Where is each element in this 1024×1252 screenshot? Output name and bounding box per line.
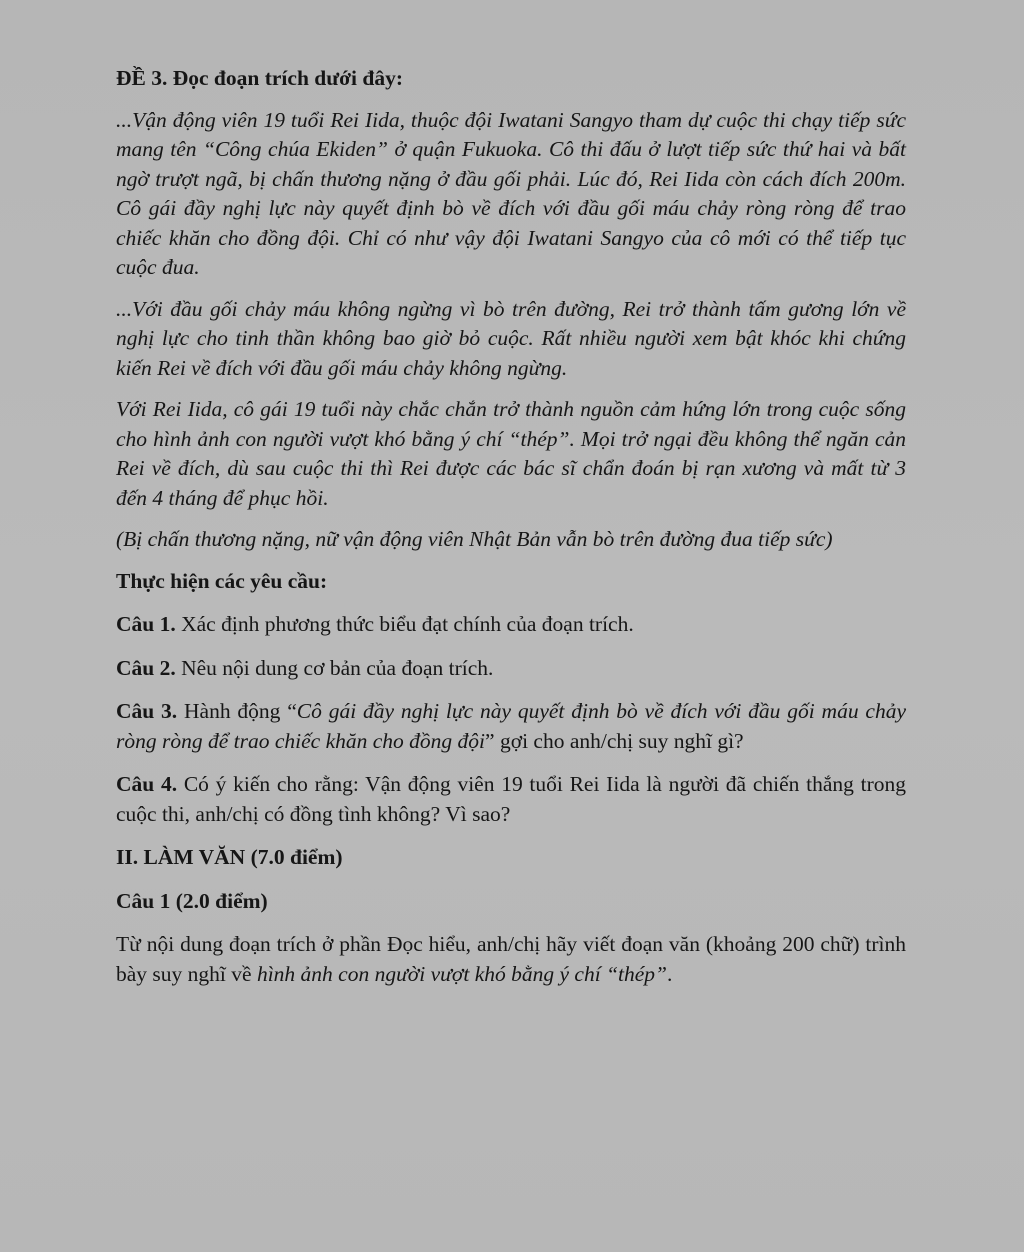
exam-content [116, 64, 906, 989]
essay-question-text [116, 930, 906, 989]
essay-question-italic: hình ảnh con người vượt khó bằng ý chí “thép” [256, 961, 668, 986]
question-3-text-after: ” gợi cho anh/chị suy nghĩ gì? [485, 728, 744, 753]
essay-question-title: Câu 1 (2.0 điểm) [116, 888, 268, 913]
passage-paragraph-1: ...Vận động viên 19 tuổi Rei Iida, thuộc đội Iwatani Sangyo tham dự cuộc thi chạy tiếp sức mang tên “Công chúa Ekiden” ở quận Fukuoka. Cô thi đấu ở lượt tiếp sức thứ hai và bất ngờ trượt ngã, bị chấn thương nặng ở đầu gối phải. Lúc đó, Rei Iida còn cách đích 200m. Cô gái đầy nghị lực này quyết định bò về đích với đầu gối máu chảy ròng ròng để trao chiếc khăn cho đồng đội. Chỉ có như vậy đội Iwatani Sangyo của cô mới có thể tiếp tục cuộc đua. [116, 107, 906, 279]
requirements-title: Thực hiện các yêu cầu: [116, 568, 328, 593]
question-4 [116, 770, 906, 829]
question-1-label: Câu 1. [116, 612, 176, 636]
question-3-quote: Cô gái đầy nghị lực này quyết định bò về đích với đầu gối máu chảy ròng ròng để trao chiếc khăn cho đồng đội [116, 699, 906, 753]
question-2-text: Nêu nội dung cơ bản của đoạn trích. [175, 655, 494, 680]
essay-section-title: II. LÀM VĂN (7.0 điểm) [116, 845, 343, 869]
question-1 [116, 610, 906, 640]
question-4-text: Có ý kiến cho rằng: Vận động viên 19 tuổi Rei Iida là người đã chiến thắng trong cuộc thi, anh/chị có đồng tình không? Vì sao? [116, 772, 907, 826]
essay-question-text-before: Từ nội dung đoạn trích ở phần Đọc hiểu, anh/chị hãy viết đoạn văn (khoảng 200 chữ) trình bày suy nghĩ về [116, 932, 906, 986]
question-2 [116, 654, 906, 684]
question-2-label: Câu 2. [116, 655, 176, 680]
section-title: ĐỀ 3. Đọc đoạn trích dưới đây: [116, 66, 404, 90]
passage-paragraph-2: ...Với đầu gối chảy máu không ngừng vì bò trên đường, Rei trở thành tấm gương lớn về nghị lực cho tinh thần không bao giờ bỏ cuộc. Rất nhiều người xem bật khóc khi chứng kiến Rei về đích với đầu gối máu chảy không ngừng. [116, 296, 906, 380]
question-1-text: Xác định phương thức biểu đạt chính của đoạn trích. [175, 612, 634, 636]
question-3-text-before: Hành động “ [177, 699, 297, 723]
passage-source: (Bị chấn thương nặng, nữ vận động viên Nhật Bản vẫn bò trên đường đua tiếp sức) [116, 527, 833, 551]
passage-paragraph-3: Với Rei Iida, cô gái 19 tuổi này chắc chắn trở thành nguồn cảm hứng lớn trong cuộc sống cho hình ảnh con người vượt khó bằng ý chí “thép”. Mọi trở ngại đều không thể ngăn cản Rei về đích, dù sau cuộc thi thì Rei được các bác sĩ chẩn đoán bị rạn xương và mất từ 3 đến 4 tháng để phục hồi. [116, 397, 906, 510]
question-4-label: Câu 4. [116, 772, 178, 796]
essay-question-text-after: . [667, 961, 673, 986]
question-3-label: Câu 3. [116, 699, 178, 723]
question-3 [116, 697, 906, 756]
